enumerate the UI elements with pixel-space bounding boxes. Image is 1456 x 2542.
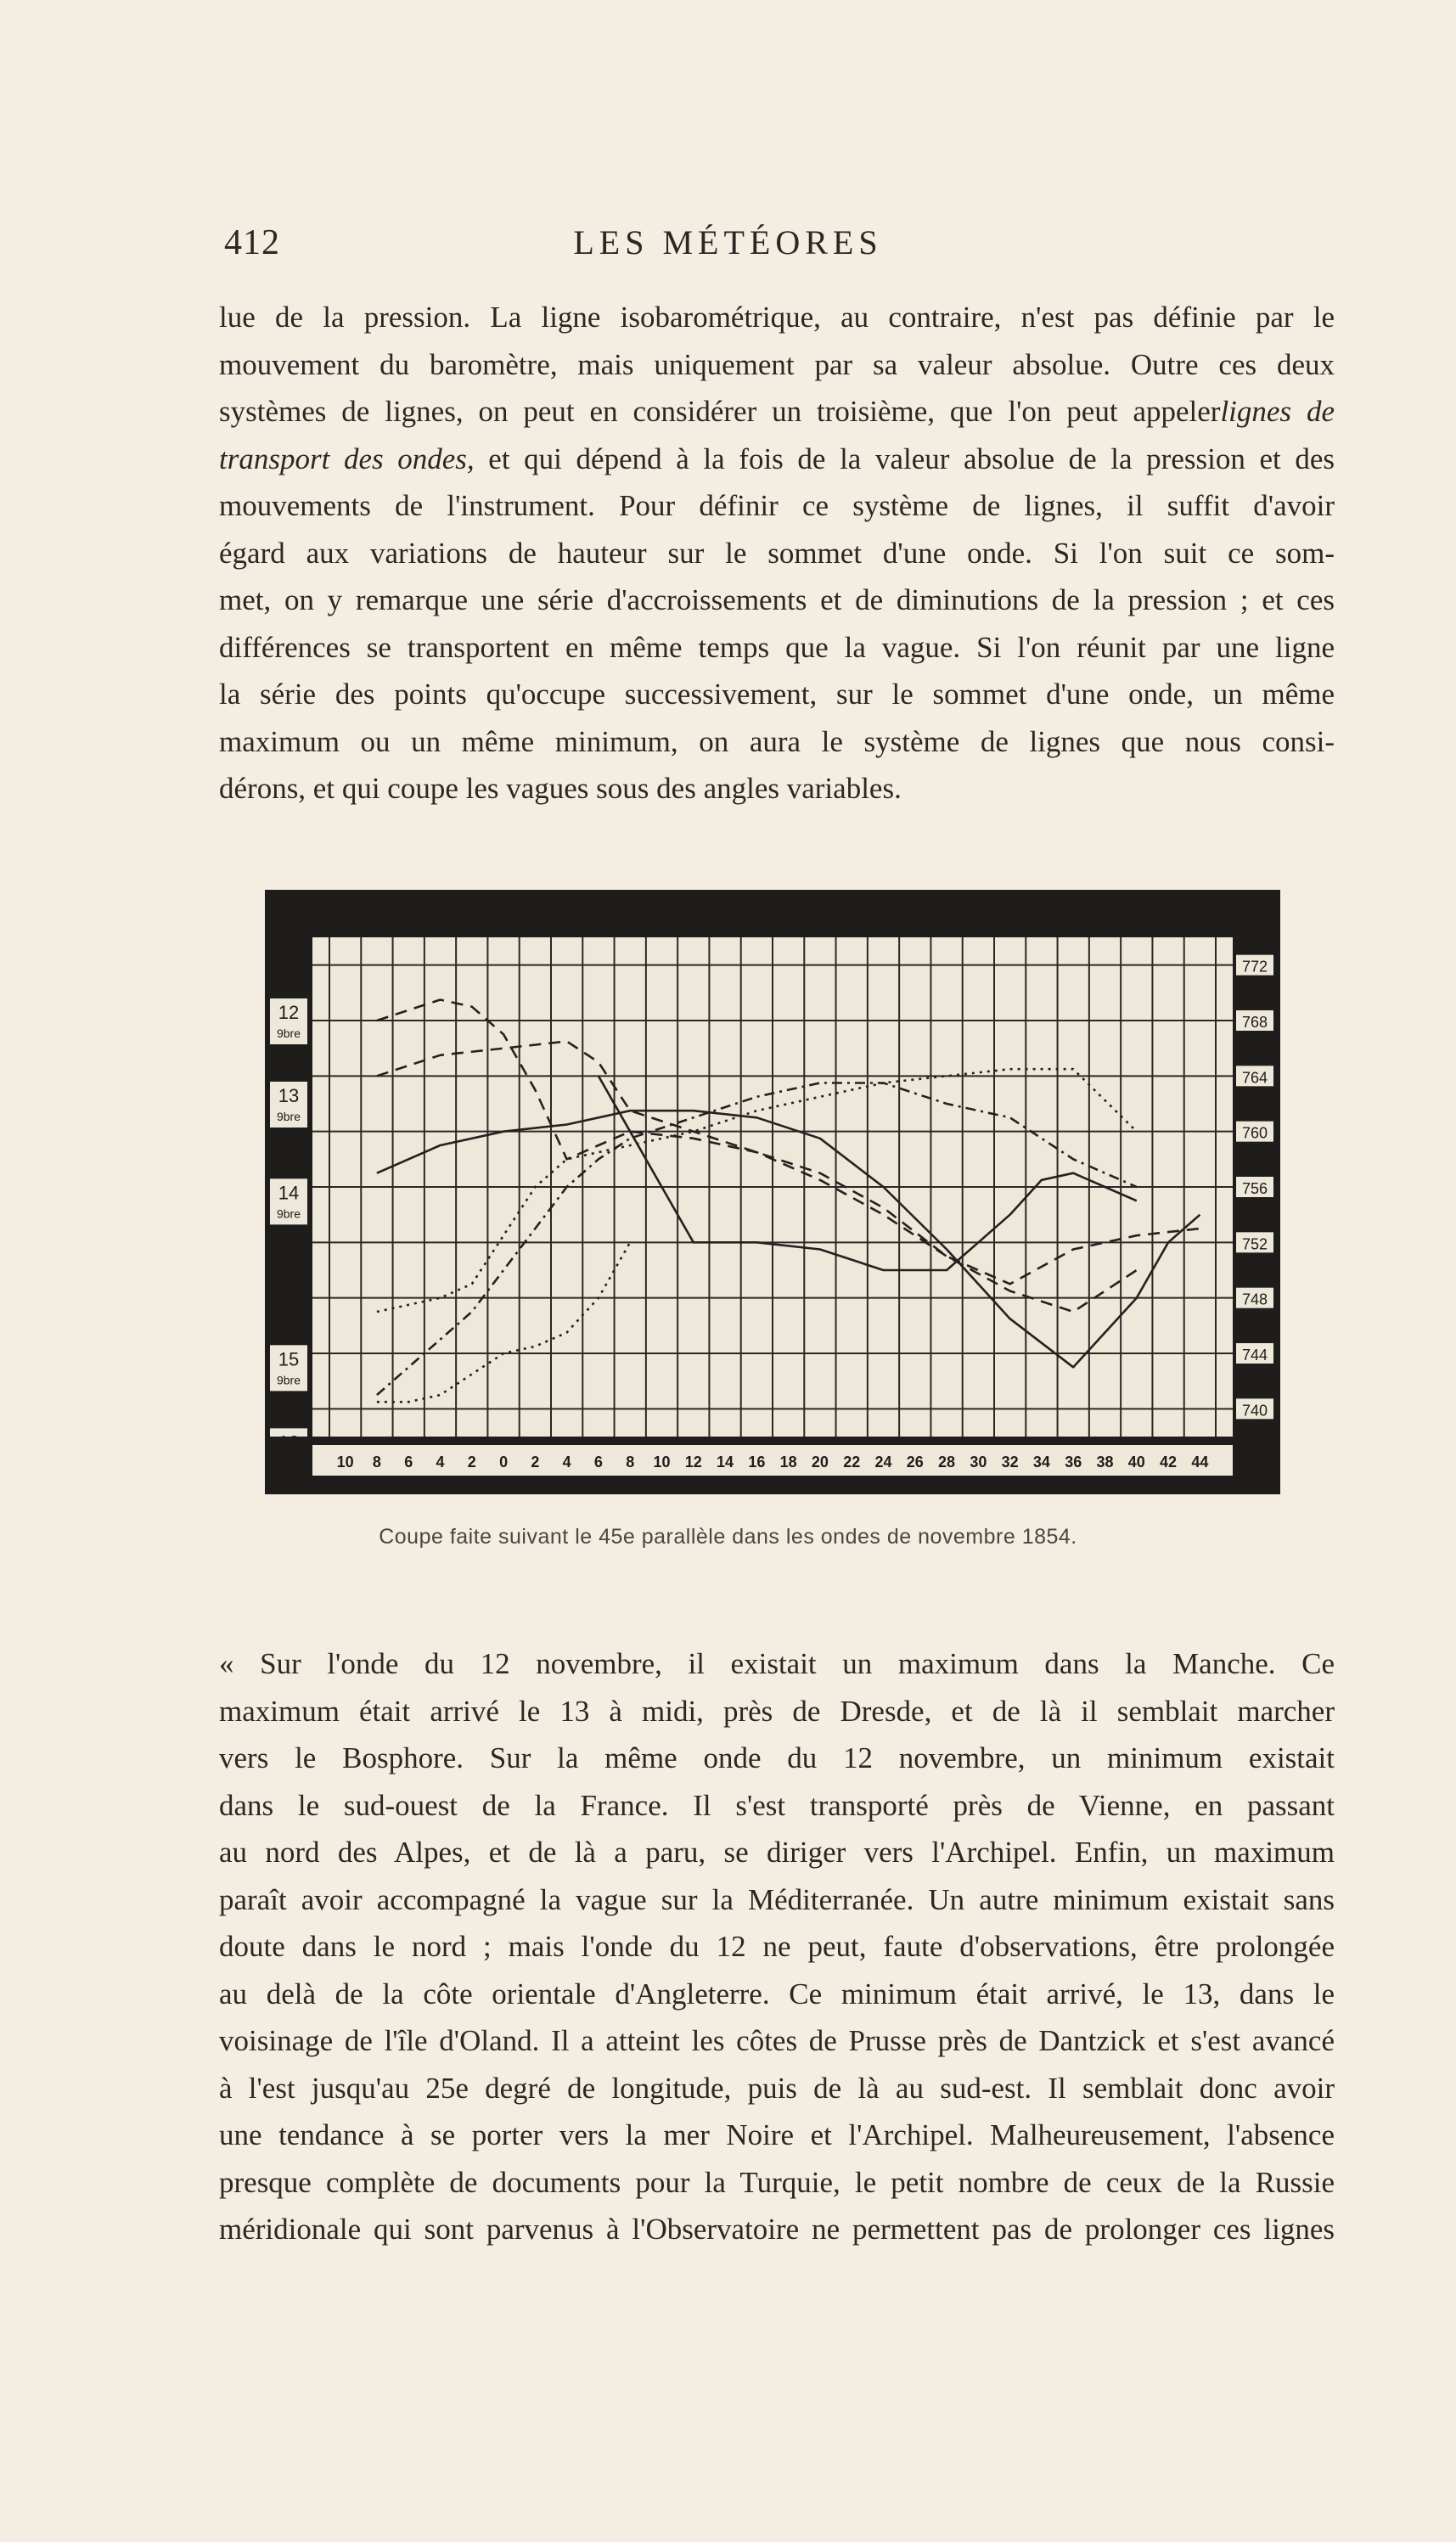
right-axis-label: 756 <box>1241 1180 1268 1197</box>
x-tick-label: 32 <box>1001 1454 1019 1471</box>
text-line: mouvement du baromètre, mais uniquement par sa valeur absolue. Outre ces deux <box>219 347 1335 381</box>
x-tick-label: 20 <box>811 1454 829 1471</box>
text-line: différences se transportent en même temps que la vague. Si l'on réunit par une ligne <box>219 630 1335 664</box>
italic-term: transport des ondes, <box>219 441 475 475</box>
text-segment: et qui dépend à la fois de la valeur absolue de la pression et des <box>488 441 1335 475</box>
text-line: lue de la pression. La ligne isobarométrique, au contraire, n'est pas définie par le <box>219 301 1335 334</box>
x-tick-label: 10 <box>653 1454 671 1471</box>
date-month-label: 9bre <box>276 1110 301 1123</box>
pressure-wave-chart <box>265 890 1280 1494</box>
text-line <box>219 388 1335 436</box>
x-tick-label: 22 <box>843 1454 861 1471</box>
x-tick-label: 2 <box>467 1454 476 1471</box>
right-axis-label: 740 <box>1241 1402 1268 1420</box>
paragraph-1 <box>219 294 1335 813</box>
right-axis-label: 768 <box>1241 1014 1268 1031</box>
x-tick-label: 14 <box>717 1454 734 1471</box>
x-tick-label: 26 <box>906 1454 924 1471</box>
x-tick-label: 12 <box>684 1454 702 1471</box>
x-tick-label: 40 <box>1127 1454 1145 1471</box>
x-tick-label: 28 <box>938 1454 956 1471</box>
date-day-label: 15 <box>278 1348 300 1370</box>
x-tick-label: 36 <box>1065 1454 1082 1471</box>
right-axis-label: 744 <box>1241 1347 1268 1364</box>
x-tick-label: 4 <box>436 1454 445 1471</box>
x-tick-label: 6 <box>404 1454 413 1471</box>
x-tick-label: 42 <box>1160 1454 1178 1471</box>
wave-section-figure <box>265 890 1280 1494</box>
text-line: au nord des Alpes, et de là a paru, se diriger vers l'Archipel. Enfin, un maximum <box>219 1836 1335 1869</box>
x-tick-label: 6 <box>593 1454 603 1471</box>
x-tick-label: 30 <box>970 1454 987 1471</box>
x-tick-label: 16 <box>748 1454 766 1471</box>
x-tick-label: 0 <box>499 1454 509 1471</box>
paragraph-2 <box>219 1640 1335 2253</box>
date-day-label: 14 <box>278 1182 300 1204</box>
text-segment: systèmes de lignes, on peut en considérer un troisième, que l'on peut appeler <box>219 395 1221 428</box>
x-tick-label: 44 <box>1191 1454 1209 1471</box>
text-line: une tendance à se porter vers la mer Noire et l'Archipel. Malheureusement, l'absence <box>219 2118 1335 2151</box>
text-line: met, on y remarque une série d'accroissements et de diminutions de la pression ; et ces <box>219 583 1335 616</box>
right-axis-label: 752 <box>1241 1235 1268 1253</box>
text-line: vers le Bosphore. Sur la même onde du 12 novembre, un minimum existait <box>219 1741 1335 1774</box>
italic-term: lignes de <box>1220 395 1335 428</box>
text-line: la série des points qu'occupe successivement, sur le sommet d'une onde, un même <box>219 678 1335 711</box>
x-tick-label: 4 <box>562 1454 571 1471</box>
date-day-label: 13 <box>278 1085 300 1106</box>
text-line: méridionale qui sont parvenus à l'Observatoire ne permettent pas de prolonger ces lignes <box>219 2213 1335 2246</box>
x-tick-label: 24 <box>874 1454 892 1471</box>
text-line: presque complète de documents pour la Turquie, le petit nombre de ceux de la Russie <box>219 2165 1335 2199</box>
right-axis-label: 748 <box>1241 1291 1268 1308</box>
x-tick-label: 34 <box>1032 1454 1050 1471</box>
date-month-label: 9bre <box>276 1206 301 1221</box>
running-head: LES MÉTÉORES <box>573 223 883 262</box>
x-tick-label: 2 <box>531 1454 540 1471</box>
text-line: dérons, et qui coupe les vagues sous des angles variables. <box>219 772 902 805</box>
x-tick-label: 8 <box>372 1454 381 1471</box>
x-tick-label: 10 <box>336 1454 354 1471</box>
text-line: à l'est jusqu'au 25e degré de longitude, puis de là au sud-est. Il semblait donc avoir <box>219 2071 1335 2105</box>
bottom-axis-label-strip <box>312 1445 1233 1476</box>
x-tick-label: 38 <box>1096 1454 1114 1471</box>
right-axis-label: 764 <box>1241 1069 1268 1087</box>
right-axis-label: 760 <box>1241 1124 1268 1142</box>
text-line: paraît avoir accompagné la vague sur la Méditerranée. Un autre minimum existait sans <box>219 1882 1335 1916</box>
text-line: voisinage de l'île d'Oland. Il a atteint les côtes de Prusse près de Dantzick et s'est avancé <box>219 2024 1335 2057</box>
text-line: doute dans le nord ; mais l'onde du 12 ne peut, faute d'observations, être prolongée <box>219 1930 1335 1963</box>
figure-caption: Coupe faite suivant le 45e parallèle dans les ondes de novembre 1854. <box>379 1525 1077 1549</box>
x-tick-label: 18 <box>779 1454 797 1471</box>
text-line: égard aux variations de hauteur sur le sommet d'une onde. Si l'on suit ce som- <box>219 536 1335 570</box>
page-number: 412 <box>224 223 280 262</box>
right-axis-label: 772 <box>1241 958 1268 976</box>
text-line: maximum ou un même minimum, on aura le système de lignes que nous consi- <box>219 724 1335 758</box>
date-month-label: 9bre <box>276 1373 301 1387</box>
text-line: dans le sud-ouest de la France. Il s'est transporté près de Vienne, en passant <box>219 1788 1335 1822</box>
date-day-label: 12 <box>278 1002 300 1023</box>
text-line: mouvements de l'instrument. Pour définir ce système de lignes, il suffit d'avoir <box>219 489 1335 522</box>
x-tick-label: 8 <box>626 1454 635 1471</box>
text-line: « Sur l'onde du 12 novembre, il existait un maximum dans la Manche. Ce <box>219 1647 1335 1680</box>
text-line <box>219 436 1335 483</box>
text-line: au delà de la côte orientale d'Angleterre. Ce minimum était arrivé, le 13, dans le <box>219 1977 1335 2011</box>
text-line: maximum était arrivé le 13 à midi, près de Dresde, et de là il semblait marcher <box>219 1694 1335 1728</box>
date-month-label: 9bre <box>276 1026 301 1040</box>
